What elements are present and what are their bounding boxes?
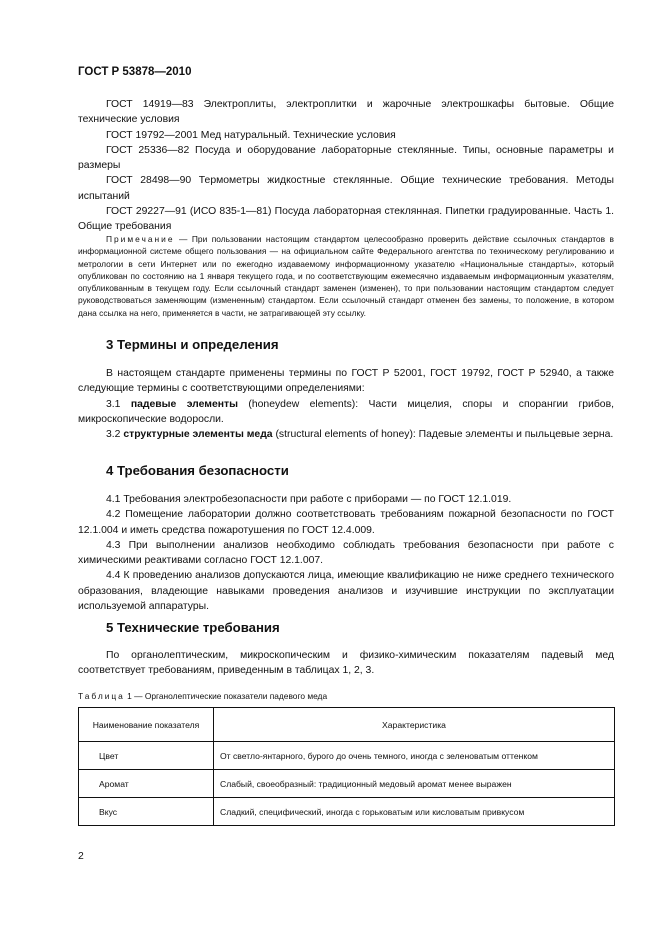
term-3-2 xyxy=(78,427,614,442)
term-3-1 xyxy=(78,397,614,428)
safety-item: 4.2 Помещение лаборатории должно соответствовать требованиям пожарной безопасности по ГОСТ 12.1.004 и иметь средства пожаротушения по ГОСТ 12.4.009. xyxy=(78,509,614,536)
table-row xyxy=(79,770,615,798)
table-row xyxy=(79,798,615,826)
note-text xyxy=(78,233,614,319)
page-number: 2 xyxy=(78,851,84,862)
reference-item: ГОСТ 29227—91 (ИСО 835-1—81) Посуда лабораторная стеклянная. Пипетки градуированные. Часть 1. Общие требования xyxy=(78,206,614,233)
table-cell: От светло-янтарного, бурого до очень темного, иногда с зеленоватым оттенком xyxy=(214,742,615,770)
section-3-intro: В настоящем стандарте применены термины по ГОСТ Р 52001, ГОСТ 19792, ГОСТ Р 52940, а также следующие термины с соответствующими определениями: xyxy=(78,368,614,395)
reference-item: ГОСТ 19792—2001 Мед натуральный. Технические условия xyxy=(106,129,396,141)
safety-item: 4.3 При выполнении анализов необходимо соблюдать требования безопасности при работе с химическими реактивами согласно ГОСТ 12.1.007. xyxy=(78,539,614,567)
section-5-body xyxy=(78,648,614,679)
normative-references xyxy=(78,97,614,235)
term-definition: (structural elements of honey): Падевые элементы и пыльцевые зерна. xyxy=(272,429,614,441)
section-5-title: 5 Технические требования xyxy=(106,620,280,635)
table-1-caption xyxy=(78,691,327,701)
note-body: — При пользовании настоящим стандартом целесообразно проверить действие ссылочных стандартов в информационной системе общего пользования — на официальном сайте Федерального агентства по техническому регулированию и метрологии в сети Интернет или по ежегодно издаваемому информационному указателю «Национальные стандарты», который опубликован по состоянию на 1 января текущего года, и по соответствующим ежемесячно издаваемым информационным указателям, опубликованным в текущем году. Если ссылочный стандарт заменен (изменен), то при пользовании настоящим стандартом следует руководствоваться заменяющим (измененным) стандартом. Если ссылочный стандарт отменен без замены, то положение, в котором дана ссылка на него, применяется в части, не затрагивающей эту ссылку. xyxy=(78,234,614,318)
reference-item: ГОСТ 28498—90 Термометры жидкостные стеклянные. Общие технические требования. Методы испытаний xyxy=(78,175,614,202)
term-name: структурные элементы меда xyxy=(123,429,273,441)
column-header: Наименование показателя xyxy=(79,708,214,742)
reference-item: ГОСТ 25336—82 Посуда и оборудование лабораторные стеклянные. Типы, основные параметры и размеры xyxy=(78,144,614,172)
table-1 xyxy=(78,707,615,826)
table-caption-text: 1 — Органолептические показатели падевого меда xyxy=(124,691,328,701)
term-number: 3.1 xyxy=(106,398,131,410)
section-3-body xyxy=(78,366,614,442)
table-cell: Сладкий, специфический, иногда с горьковатым или кисловатым привкусом xyxy=(214,798,615,826)
section-5-intro: По органолептическим, микроскопическим и физико-химическим показателям падевый мед соответствует требованиям, приведенным в таблицах 1, 2, 3. xyxy=(78,650,614,677)
table-cell: Цвет xyxy=(79,742,214,770)
term-number: 3.2 xyxy=(106,429,124,441)
reference-item: ГОСТ 14919—83 Электроплиты, электроплитки и жарочные электрошкафы бытовые. Общие технические условия xyxy=(78,99,614,126)
table-cell: Вкус xyxy=(79,798,214,826)
safety-item: 4.4 К проведению анализов допускаются лица, имеющие квалификацию не ниже среднего технического образования, владеющие навыками проведения анализов и изучившие инструкции по эксплуатации используемой аппаратуры. xyxy=(78,570,614,613)
note-block xyxy=(78,233,614,319)
safety-item: 4.1 Требования электробезопасности при работе с приборами — по ГОСТ 12.1.019. xyxy=(106,494,512,505)
table-label: Таблица xyxy=(78,691,125,701)
table-cell: Аромат xyxy=(79,770,214,798)
section-4-title: 4 Требования безопасности xyxy=(106,463,289,478)
term-definition: (honeydew elements): Части мицелия, споры и спорангии грибов, микроскопические водоросли. xyxy=(78,398,614,425)
note-label: Примечание xyxy=(106,234,175,244)
table-row xyxy=(79,742,615,770)
table-header-row xyxy=(79,708,615,742)
section-3-title: 3 Термины и определения xyxy=(106,337,279,352)
section-4-body xyxy=(78,492,614,614)
term-name: падевые элементы xyxy=(130,398,238,410)
column-header: Характеристика xyxy=(214,708,615,742)
page-header: ГОСТ Р 53878—2010 xyxy=(78,66,192,78)
table-cell: Слабый, своеобразный: традиционный медовый аромат менее выражен xyxy=(214,770,615,798)
